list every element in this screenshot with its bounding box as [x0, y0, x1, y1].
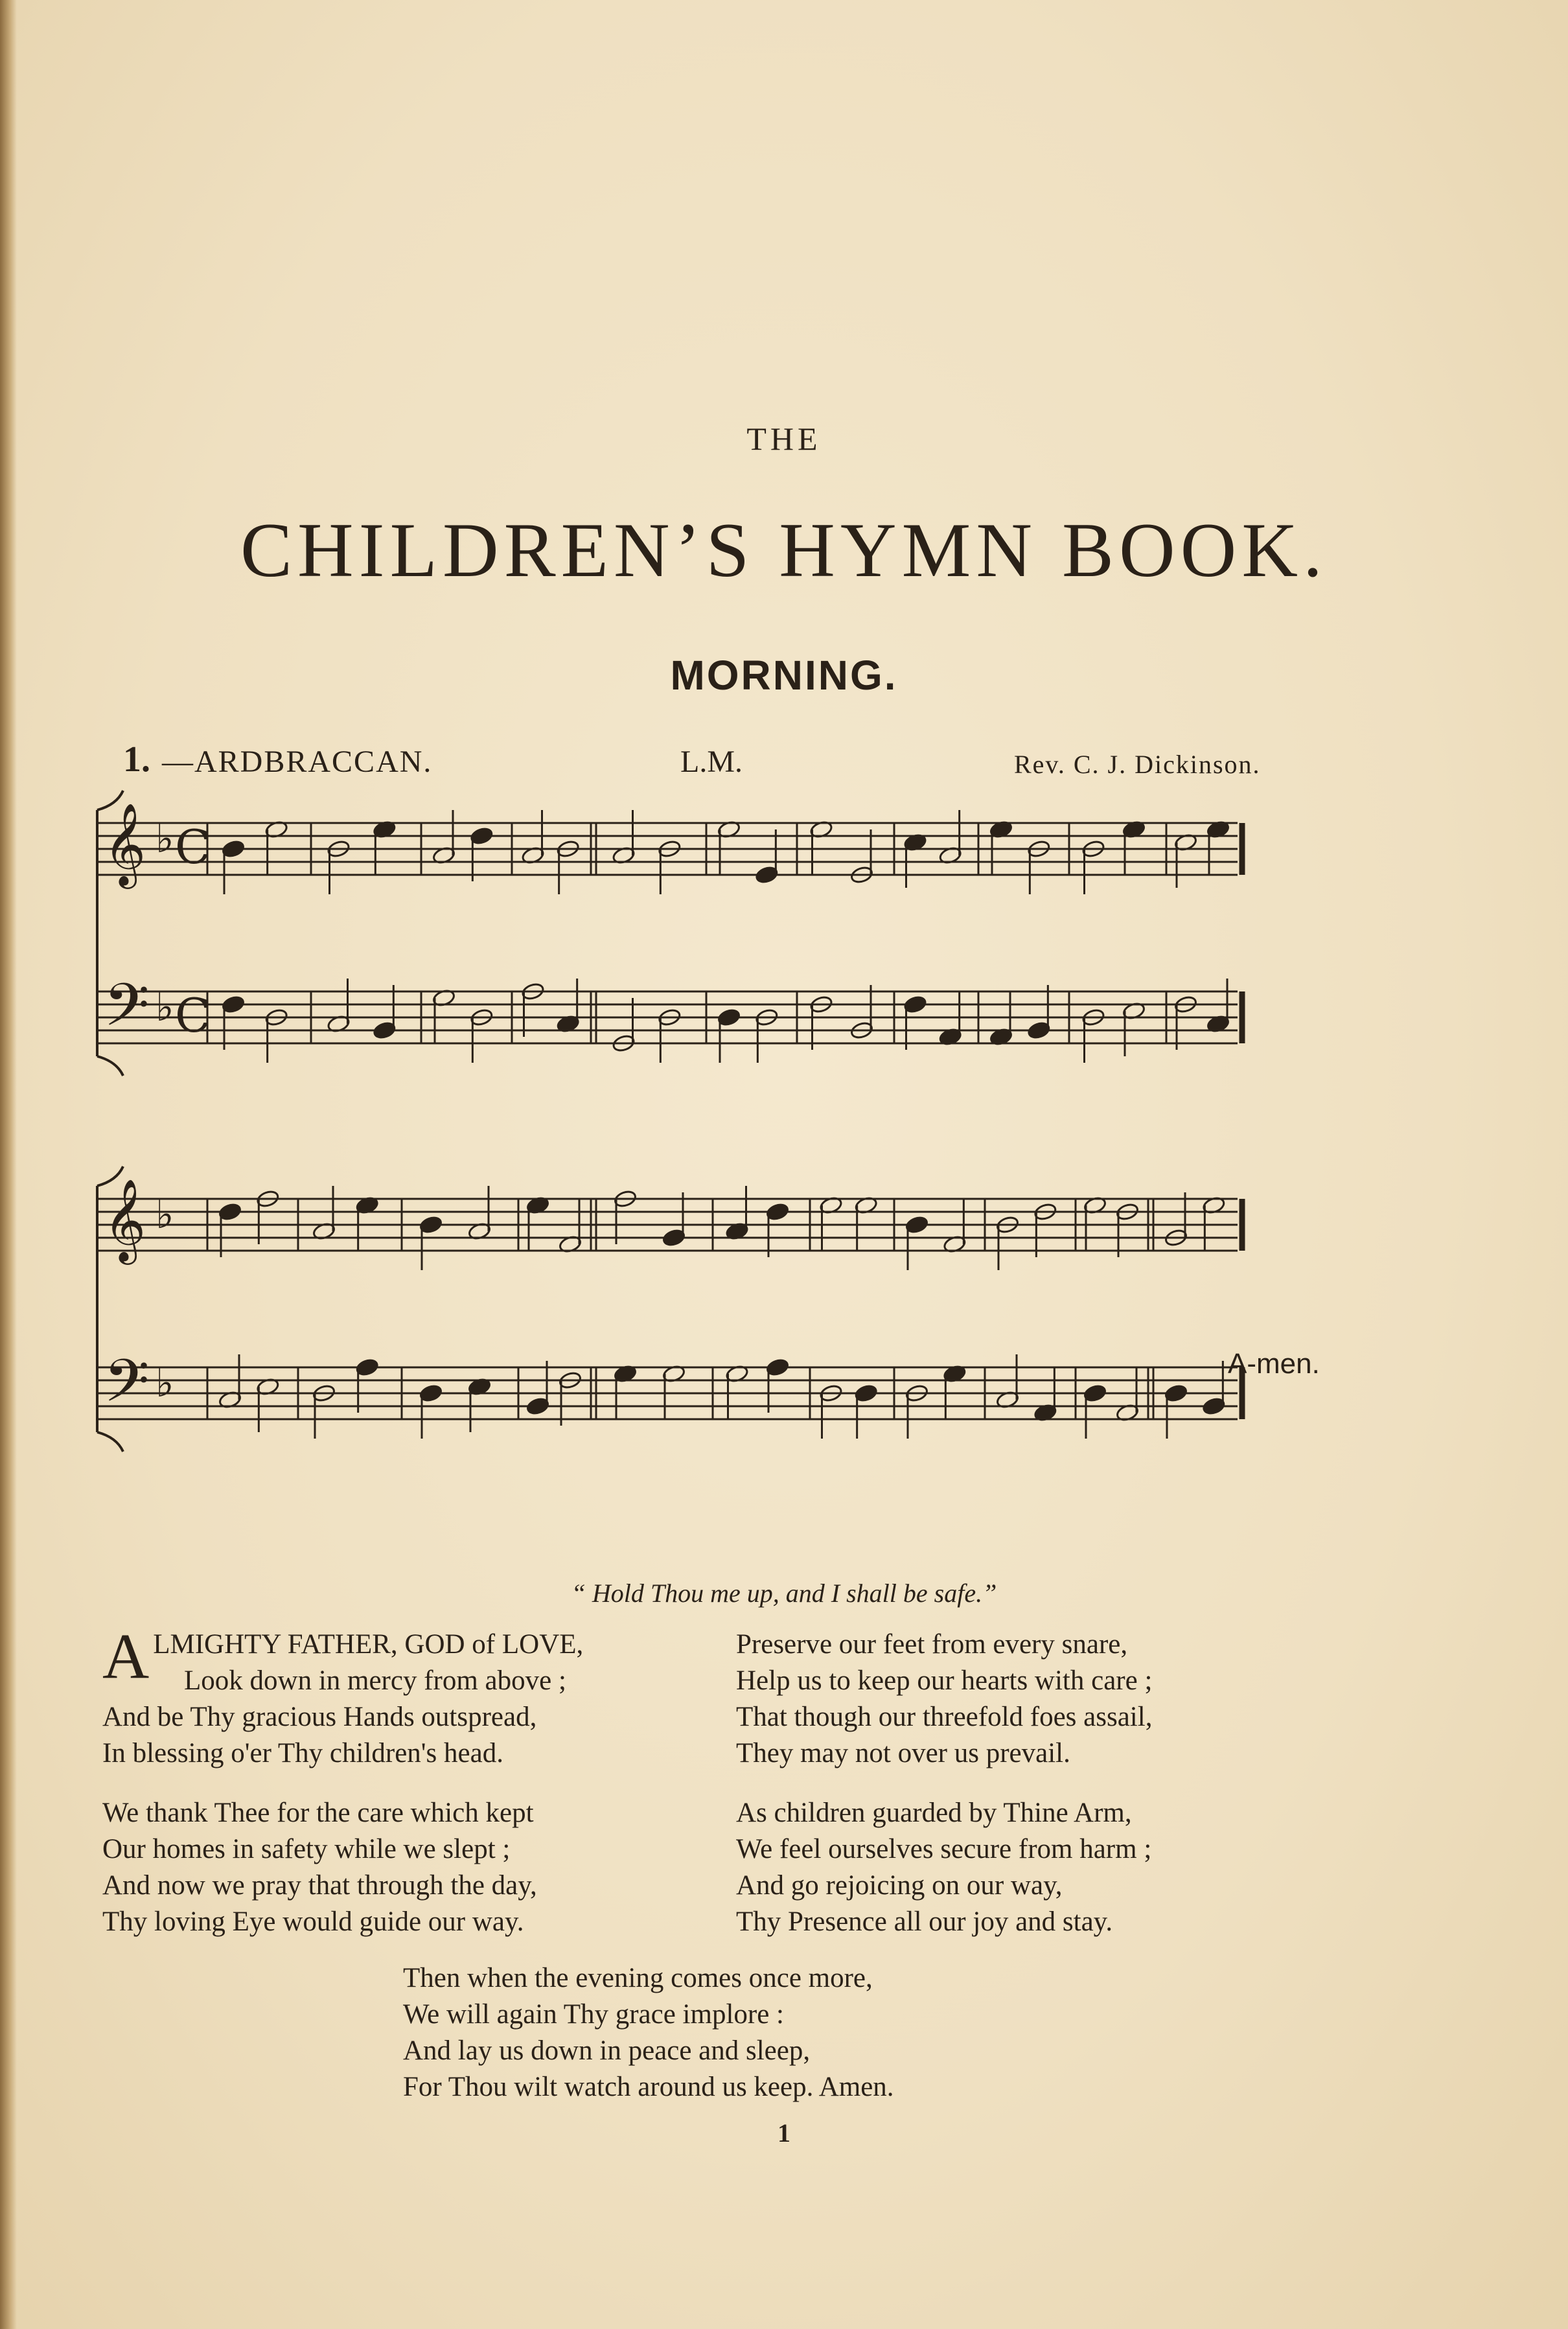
verse-line: In blessing o'er Thy children's head.: [102, 1738, 503, 1768]
bracket-hook: [97, 1056, 123, 1076]
bass-clef: 𝄢: [104, 971, 150, 1054]
verse-line: We will again Thy grace implore :: [403, 1999, 784, 2030]
key-signature-flat: ♭: [156, 1361, 174, 1406]
verse-line: And be Thy gracious Hands outspread,: [102, 1702, 537, 1732]
scripture-motto: “ Hold Thou me up, and I shall be safe.”: [571, 1579, 997, 1608]
verse-5: [403, 1960, 894, 2105]
verse-line: Thy Presence all our joy and stay.: [736, 1906, 1113, 1937]
hymn-number: 1.: [123, 739, 150, 780]
verse-line: We thank Thee for the care which kept: [102, 1798, 534, 1828]
verse-line: Then when the evening comes once more,: [403, 1963, 873, 1993]
treble-clef: 𝄞: [104, 1178, 146, 1261]
verse-4: [736, 1795, 1151, 1940]
book-title: CHILDREN’S HYMN BOOK.: [240, 507, 1328, 593]
verse-line: LMIGHTY FATHER, GOD of LOVE,: [153, 1629, 584, 1660]
music-score: [91, 784, 1348, 1562]
hymn-meter: L.M.: [680, 745, 743, 779]
verse-2: [736, 1627, 1152, 1772]
page-number: 1: [778, 2118, 790, 2148]
common-time: C: [175, 988, 211, 1043]
verse-line: We feel ourselves secure from harm ;: [736, 1834, 1152, 1864]
verse-line: Look down in mercy from above ;: [184, 1665, 566, 1696]
key-signature-flat: ♭: [156, 985, 174, 1030]
verse-line: That though our threefold foes assail,: [736, 1702, 1153, 1732]
verse-3: [102, 1795, 537, 1940]
verse-line: Preserve our feet from every snare,: [736, 1629, 1128, 1660]
tune-name: —ARDBRACCAN.: [162, 745, 433, 779]
drop-cap: A: [102, 1620, 150, 1692]
key-signature-flat: ♭: [156, 817, 174, 862]
key-signature-flat: ♭: [156, 1192, 174, 1238]
treble-clef: 𝄞: [104, 802, 146, 885]
common-time: C: [175, 820, 211, 874]
section-heading: MORNING.: [670, 652, 898, 699]
bass-clef: 𝄢: [104, 1347, 150, 1430]
verse-1: [102, 1620, 584, 1772]
verse-line: Thy loving Eye would guide our way.: [102, 1906, 524, 1937]
verse-line: As children guarded by Thine Arm,: [736, 1798, 1132, 1828]
verse-line: And go rejoicing on our way,: [736, 1870, 1063, 1901]
bracket-hook: [97, 1432, 123, 1452]
verse-line: Our homes in safety while we slept ;: [102, 1834, 511, 1864]
title-article: THE: [746, 421, 822, 457]
verse-line: And now we pray that through the day,: [102, 1870, 537, 1901]
verse-line: And lay us down in peace and sleep,: [403, 2035, 811, 2066]
verse-line: For Thou wilt watch around us keep. Amen.: [403, 2072, 894, 2102]
verse-line: Help us to keep our hearts with care ;: [736, 1665, 1153, 1696]
amen-lyric: A-men.: [1228, 1348, 1320, 1380]
composer-credit: Rev. C. J. Dickinson.: [1014, 750, 1261, 779]
verse-line: They may not over us prevail.: [736, 1738, 1070, 1768]
book-spine-shadow: [0, 0, 17, 2329]
